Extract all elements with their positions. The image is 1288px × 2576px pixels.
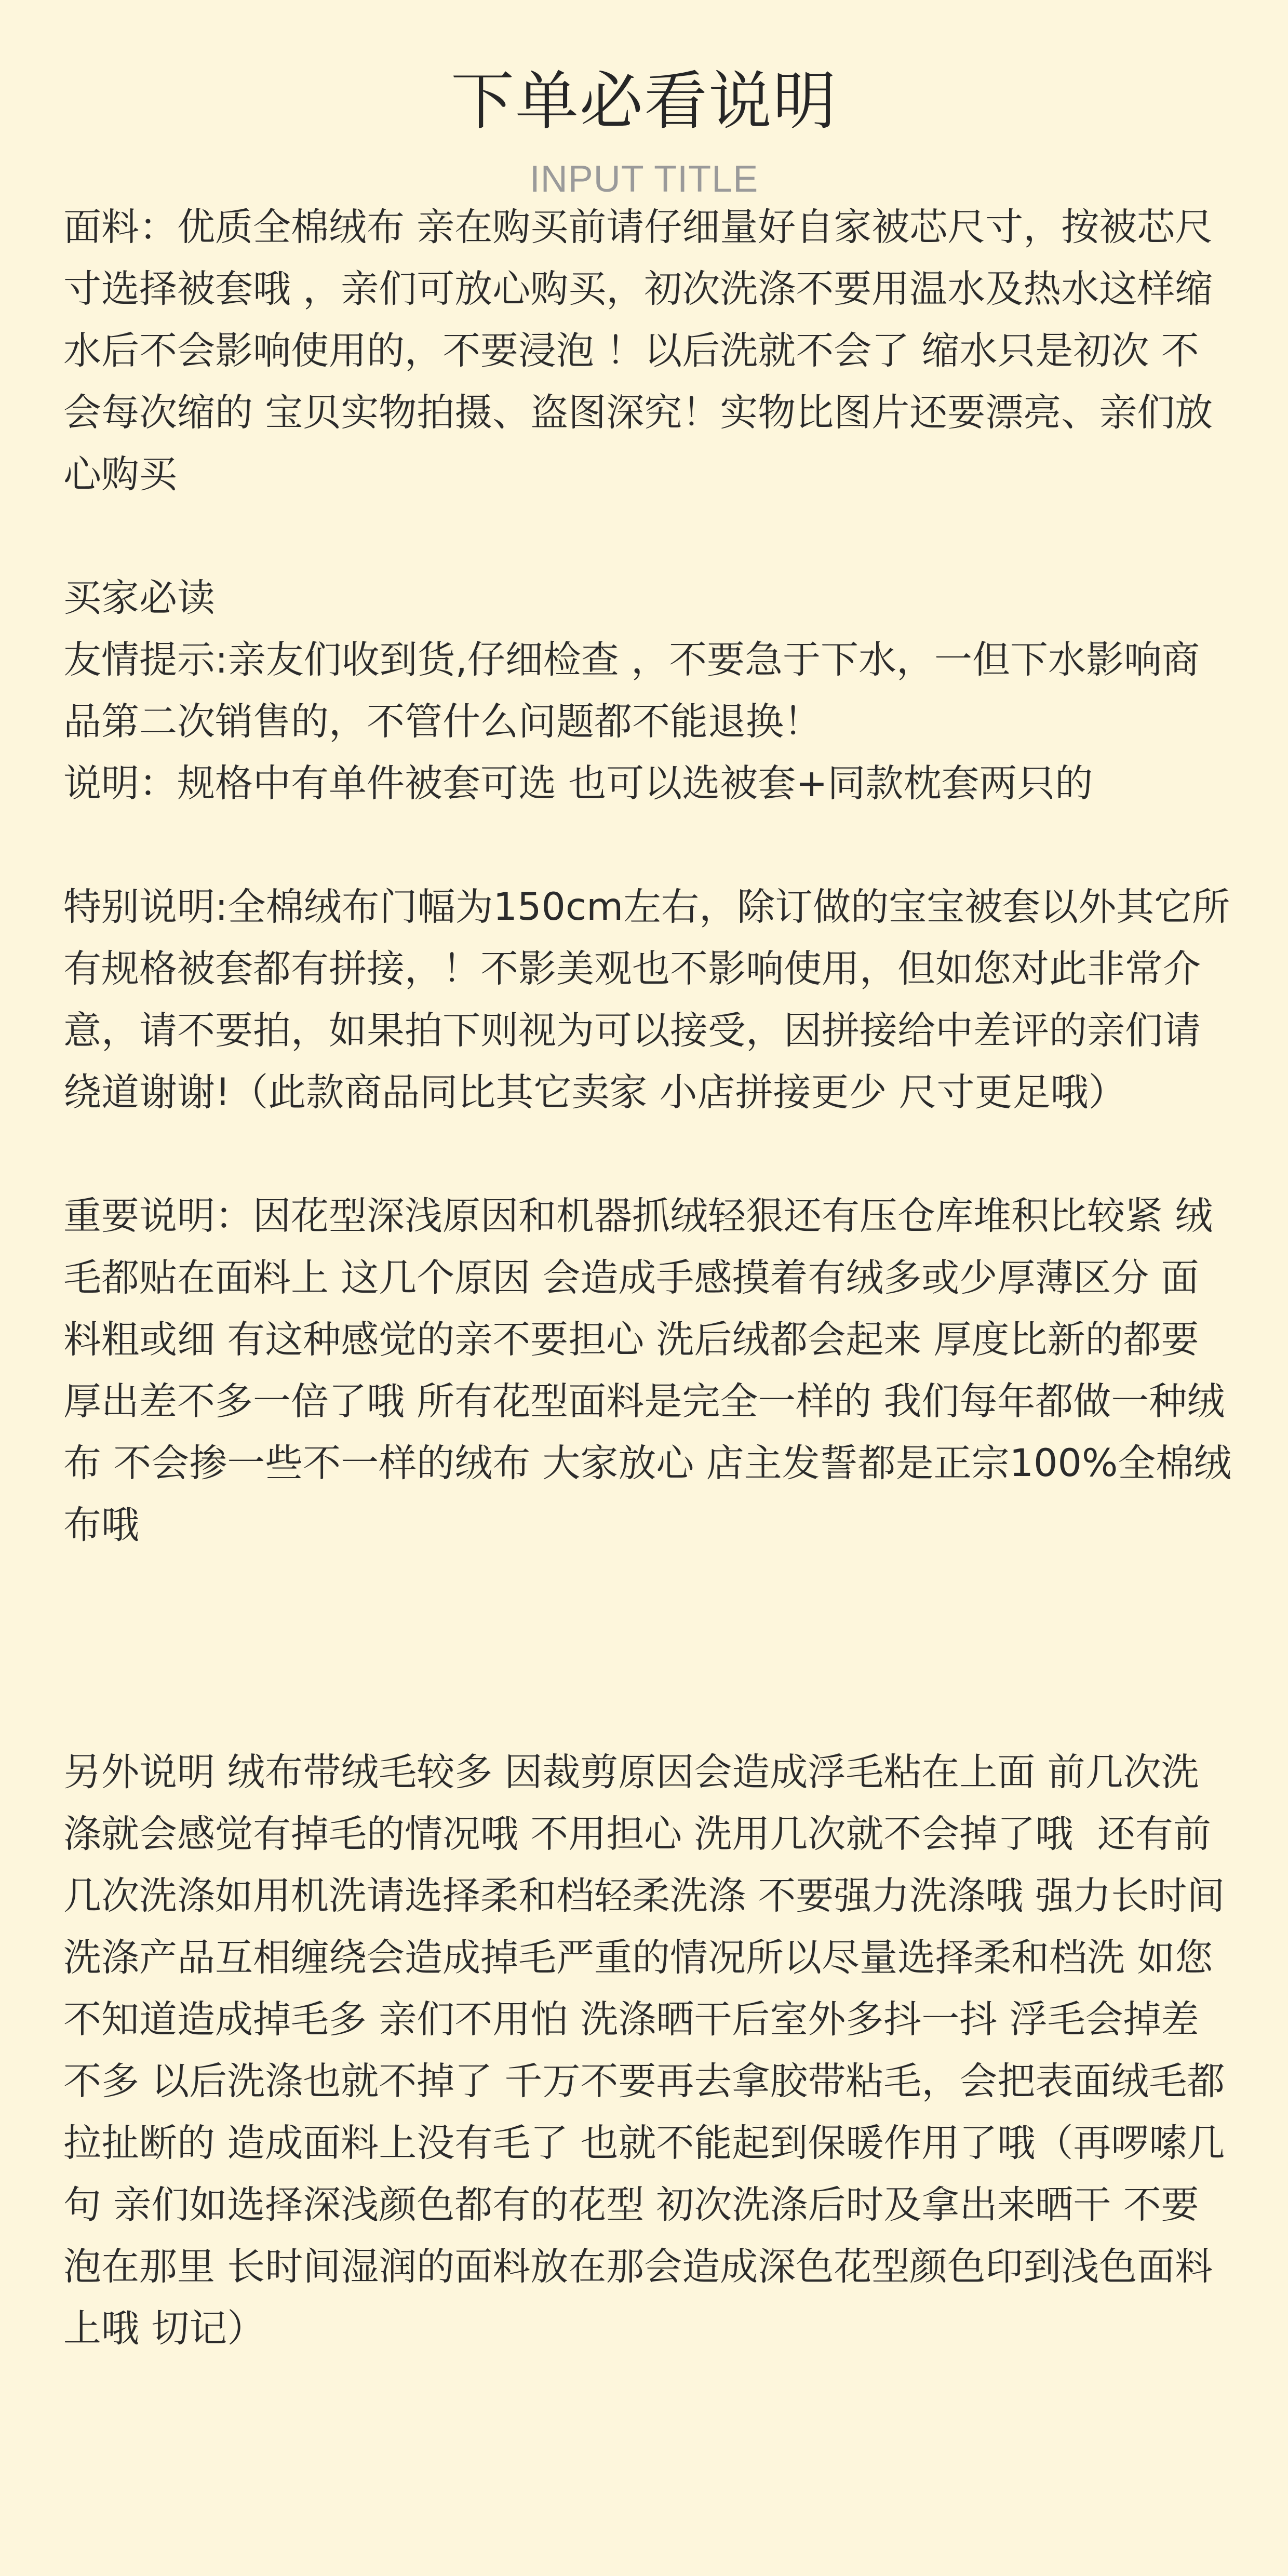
spacer	[63, 814, 1232, 876]
fabric-paragraph: 面料：优质全棉绒布 亲在购买前请仔细量好自家被芯尺寸，按被芯尺寸选择被套哦 ，亲们可放心购买，初次洗涤不要用温水及热水这样缩水后不会影响使用的，不要浸泡 ！以后洗就不会了 缩水只是初次 不会每次缩的 宝贝实物拍摄、盗图深究！实物比图片还要漂亮、亲们放心购买	[63, 205, 1213, 497]
input-title-placeholder: INPUT TITLE	[529, 158, 759, 200]
spacer	[63, 1123, 1232, 1185]
spacer	[63, 505, 1232, 567]
page-title: 下单必看说明	[451, 64, 837, 138]
special-note-paragraph: 特别说明:全棉绒布门幅为150cm左右，除订做的宝宝被套以外其它所有规格被套都有拼接，！不影美观也不影响使用，但如您对此非常介意，请不要拍，如果拍下则视为可以接受，因拼接给中差评的亲们请绕道谢谢!（此款商品同比其它卖家 小店拼接更少 尺寸更足哦）	[63, 885, 1230, 1115]
notice-content	[63, 196, 1232, 2359]
important-note-paragraph: 重要说明：因花型深浅原因和机器抓绒轻狠还有压仓库堆积比较紧 绒毛都贴在面料上 这几个原因 会造成手感摸着有绒多或少厚薄区分 面料粗或细 有这种感觉的亲不要担心 洗后绒都会起来 厚度比新的都要厚出差不多一倍了哦 所有花型面料是完全一样的 我们每年都做一种绒布 不会掺一些不一样的绒布 大家放心 店主发誓都是正宗100%全棉绒布哦	[63, 1194, 1232, 1547]
additional-note-paragraph: 另外说明 绒布带绒毛较多 因裁剪原因会造成浮毛粘在上面 前几次洗涤就会感觉有掉毛的情况哦 不用担心 洗用几次就不会掉了哦 还有前几次洗涤如用机洗请选择柔和档轻柔洗涤 不要强力洗涤哦 强力长时间洗涤产品互相缠绕会造成掉毛严重的情况所以尽量选择柔和档洗 如您不知道造成掉毛多 亲们不用怕 洗涤晒干后室外多抖一抖 浮毛会掉差不多 以后洗涤也就不掉了 千万不要再去拿胶带粘毛，会把表面绒毛都拉扯断的 造成面料上没有毛了 也就不能起到保暖作用了哦（再啰嗦几句 亲们如选择深浅颜色都有的花型 初次洗涤后时及拿出来晒干 不要泡在那里 长时间湿润的面料放在那会造成深色花型颜色印到浅色面料上哦 切记）	[63, 1750, 1225, 2351]
buyer-must-read-paragraph: 买家必读 友情提示:亲友们收到货,仔细检查 ，不要急于下水，一但下水影响商品第二次销售的，不管什么问题都不能退换！ 说明：规格中有单件被套可选 也可以选被套+同款枕套两只的	[63, 576, 1200, 806]
spacer	[63, 1556, 1232, 1741]
